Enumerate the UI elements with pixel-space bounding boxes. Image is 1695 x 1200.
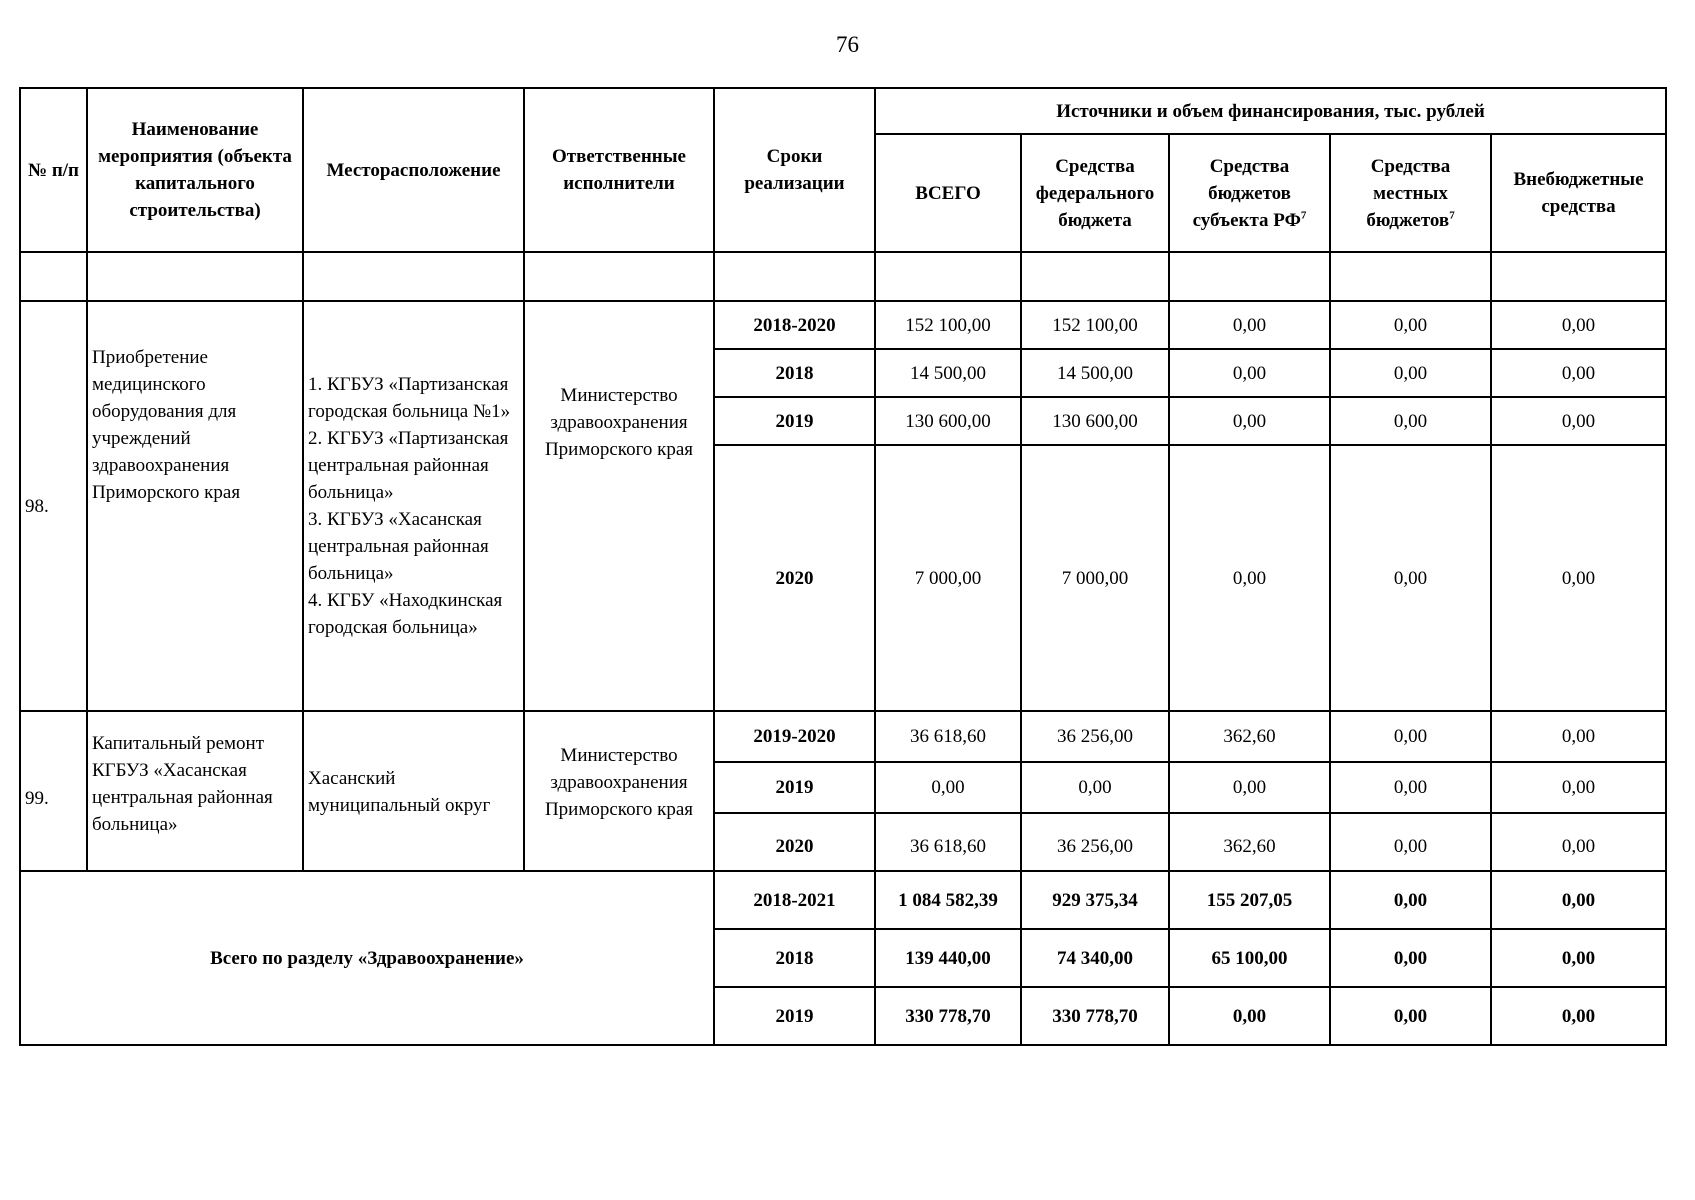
period-cell: 2018-2021 [714,871,875,929]
federal-cell: 14 500,00 [1021,349,1169,397]
executors-text: Министерство здравоохранения Приморского края [544,385,694,460]
total-cell: 36 618,60 [875,711,1021,762]
federal-cell: 929 375,34 [1021,871,1169,929]
offbudget-cell: 0,00 [1491,813,1666,871]
local-cell: 0,00 [1330,929,1491,987]
local-cell: 0,00 [1330,301,1491,349]
local-cell: 0,00 [1330,711,1491,762]
local-cell: 0,00 [1330,762,1491,813]
location [303,711,524,871]
header-regional-label: Средства бюджетов субъекта РФ [1192,155,1301,231]
federal-cell: 36 256,00 [1021,813,1169,871]
header-local [1330,134,1491,252]
offbudget-cell: 0,00 [1491,445,1666,711]
total-cell: 330 778,70 [875,987,1021,1045]
table-row [20,711,1666,762]
measure-name [87,711,303,871]
local-cell: 0,00 [1330,871,1491,929]
offbudget-cell: 0,00 [1491,301,1666,349]
regional-cell: 155 207,05 [1169,871,1330,929]
header-row-top [20,88,1666,134]
empty-row [20,252,1666,301]
local-cell: 0,00 [1330,397,1491,445]
federal-cell: 330 778,70 [1021,987,1169,1045]
total-cell: 1 084 582,39 [875,871,1021,929]
period-cell: 2019 [714,762,875,813]
executors [524,711,714,871]
regional-cell: 0,00 [1169,397,1330,445]
total-cell: 152 100,00 [875,301,1021,349]
header-federal: Средства федерального бюджета [1021,134,1169,252]
header-name: Наименование мероприятия (объекта капитального строительства) [87,88,303,252]
offbudget-cell: 0,00 [1491,711,1666,762]
period-cell: 2018 [714,929,875,987]
local-cell: 0,00 [1330,987,1491,1045]
total-cell: 139 440,00 [875,929,1021,987]
executors [524,301,714,711]
regional-cell: 362,60 [1169,711,1330,762]
period-cell: 2019-2020 [714,711,875,762]
offbudget-cell: 0,00 [1491,987,1666,1045]
regional-cell: 0,00 [1169,445,1330,711]
row-number: 99. [20,711,87,871]
total-cell: 130 600,00 [875,397,1021,445]
federal-cell: 130 600,00 [1021,397,1169,445]
offbudget-cell: 0,00 [1491,349,1666,397]
header-num: № п/п [20,88,87,252]
offbudget-cell: 0,00 [1491,762,1666,813]
footnote-mark: 7 [1300,209,1307,222]
regional-cell: 0,00 [1169,301,1330,349]
period-cell: 2018-2020 [714,301,875,349]
period-cell: 2020 [714,445,875,711]
measure-name-text: Приобретение медицинского оборудования для учреждений здравоохранения Приморского края [92,347,241,503]
page-number: 76 [836,32,859,57]
row-number: 98. [20,301,87,711]
regional-cell: 0,00 [1169,987,1330,1045]
header-executors: Ответственные исполнители [524,88,714,252]
period-cell: 2019 [714,397,875,445]
financing-table [19,87,1667,1046]
header-local-label: Средства местных бюджетов [1366,155,1451,231]
period-cell: 2018 [714,349,875,397]
location-text: 1. КГБУЗ «Партизанская городская больница №1» 2. КГБУЗ «Партизанская центральная районная больница» 3. КГБУЗ «Хасанская центральная районная больница» 4. КГБУ «Находкинская городская больница» [308,374,511,638]
location-text: Хасанский муниципальный округ [308,768,491,816]
section-total-label: Всего по разделу «Здравоохранение» [20,871,714,1045]
local-cell: 0,00 [1330,813,1491,871]
total-cell: 0,00 [875,762,1021,813]
period-cell: 2020 [714,813,875,871]
header-offbudget: Внебюджетные средства [1491,134,1666,252]
federal-cell: 36 256,00 [1021,711,1169,762]
table-row [20,301,1666,349]
federal-cell: 0,00 [1021,762,1169,813]
measure-name-text: Капитальный ремонт КГБУЗ «Хасанская центральная районная больница» [92,733,273,835]
total-cell: 36 618,60 [875,813,1021,871]
federal-cell: 152 100,00 [1021,301,1169,349]
header-regional [1169,134,1330,252]
regional-cell: 0,00 [1169,762,1330,813]
offbudget-cell: 0,00 [1491,397,1666,445]
measure-name [87,301,303,711]
total-row [20,871,1666,929]
regional-cell: 362,60 [1169,813,1330,871]
regional-cell: 0,00 [1169,349,1330,397]
header-total: ВСЕГО [875,134,1021,252]
total-cell: 7 000,00 [875,445,1021,711]
period-cell: 2019 [714,987,875,1045]
regional-cell: 65 100,00 [1169,929,1330,987]
local-cell: 0,00 [1330,445,1491,711]
offbudget-cell: 0,00 [1491,871,1666,929]
header-financing: Источники и объем финансирования, тыс. рублей [875,88,1666,134]
header-period: Сроки реализации [714,88,875,252]
local-cell: 0,00 [1330,349,1491,397]
offbudget-cell: 0,00 [1491,929,1666,987]
location [303,301,524,711]
footnote-mark: 7 [1449,209,1455,222]
header-location: Месторасположение [303,88,524,252]
federal-cell: 7 000,00 [1021,445,1169,711]
federal-cell: 74 340,00 [1021,929,1169,987]
executors-text: Министерство здравоохранения Приморского края [544,745,694,820]
total-cell: 14 500,00 [875,349,1021,397]
